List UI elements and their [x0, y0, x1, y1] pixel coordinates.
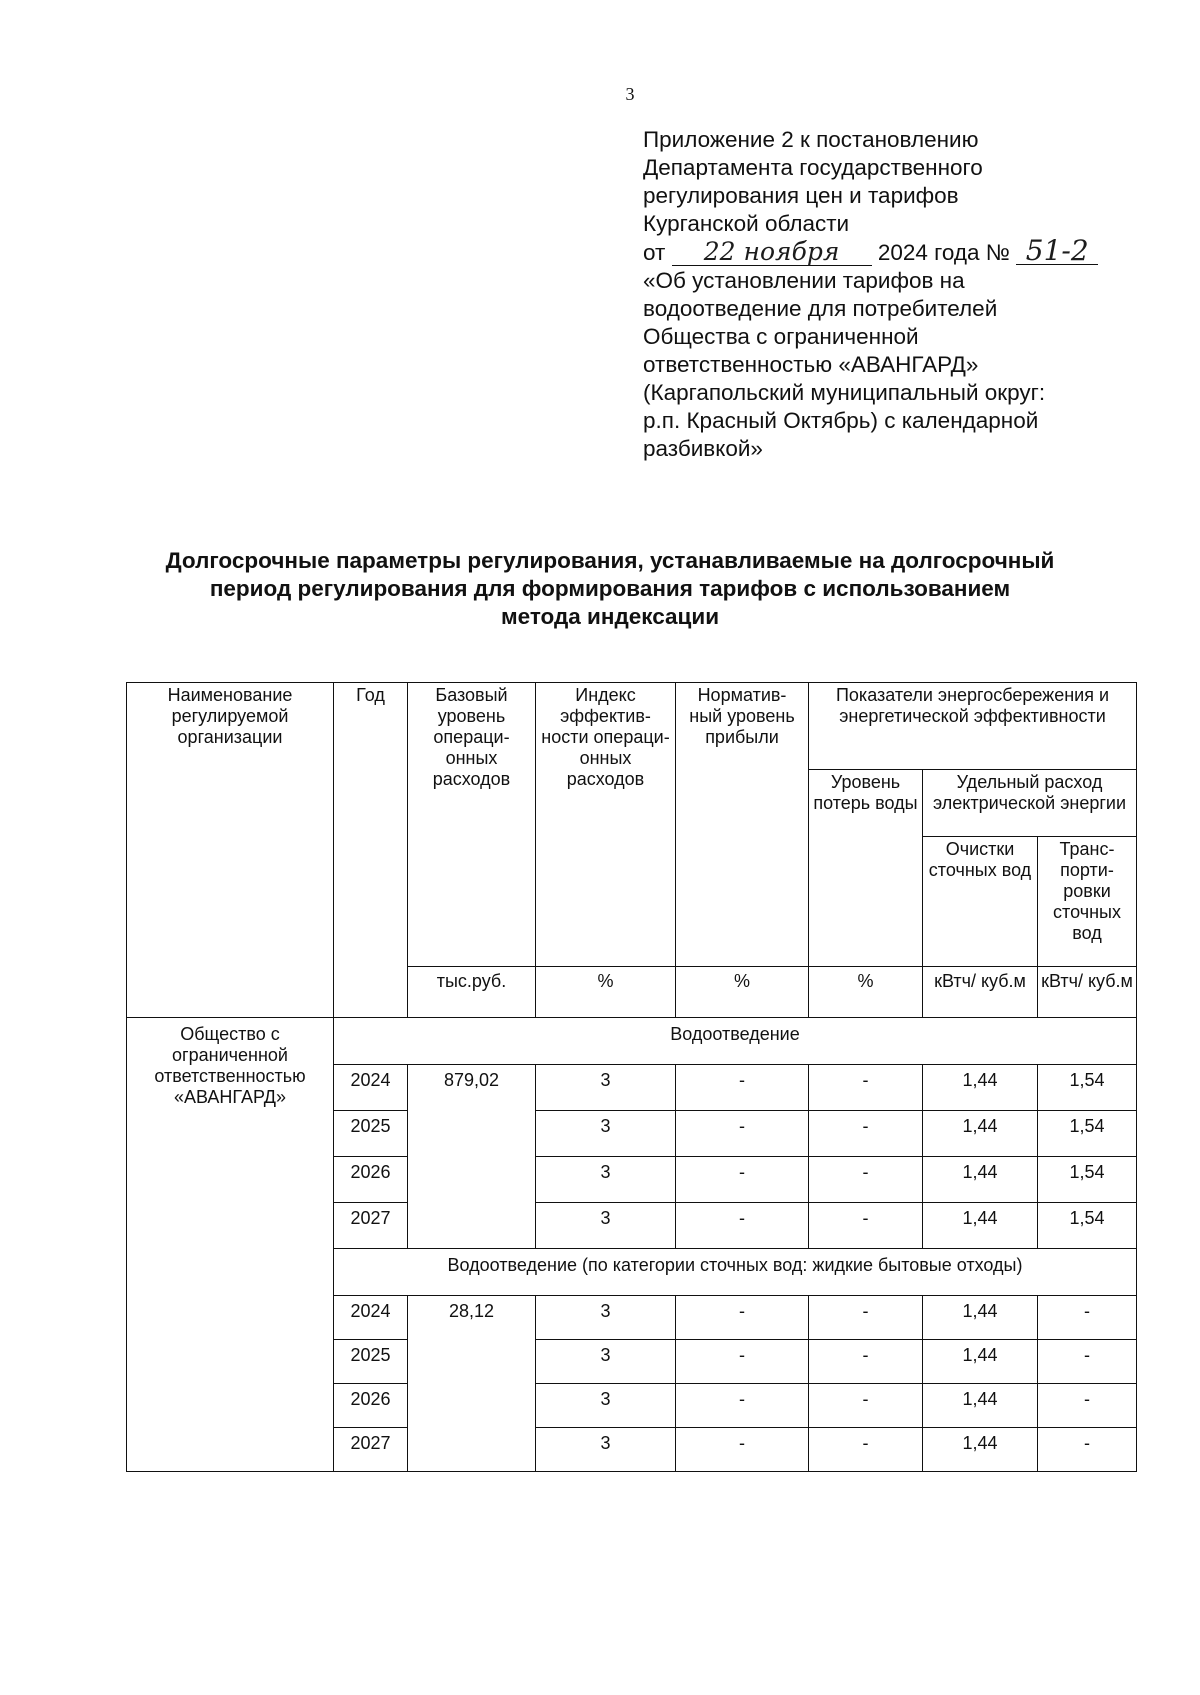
header-loss: Уровень потерь воды: [809, 770, 923, 967]
appendix-line: р.п. Красный Октябрь) с календарной: [643, 408, 1039, 433]
header-specific: Удельный расход электрической энергии: [923, 770, 1137, 837]
organization-cell-continued: [127, 1249, 334, 1472]
appendix-line: Курганской области: [643, 211, 850, 236]
year-cell: 2024: [334, 1296, 408, 1340]
year-cell: 2027: [334, 1203, 408, 1249]
loss-cell: -: [809, 1065, 923, 1111]
index-cell: 3: [536, 1384, 676, 1428]
header-row: [127, 683, 1137, 770]
loss-cell: -: [809, 1157, 923, 1203]
index-cell: 3: [536, 1340, 676, 1384]
loss-cell: -: [809, 1340, 923, 1384]
index-cell: 3: [536, 1157, 676, 1203]
cleaning-cell: 1,44: [923, 1340, 1038, 1384]
header-index: Индекс эффектив- ности операци- онных расходов: [536, 683, 676, 967]
cleaning-cell: 1,44: [923, 1157, 1038, 1203]
handwritten-date: 22 ноября: [672, 239, 872, 266]
date-prefix: от: [643, 240, 666, 265]
title-line: период регулирования для формирования тарифов с использованием: [209, 576, 1011, 601]
profit-cell: -: [676, 1340, 809, 1384]
section-row: [127, 1249, 1137, 1296]
table-body: [127, 683, 1137, 1472]
header-org: Наименование регулируемой организации: [127, 683, 334, 1018]
document-title: [120, 547, 1100, 631]
loss-cell: -: [809, 1203, 923, 1249]
transport-cell: -: [1038, 1340, 1137, 1384]
cleaning-cell: 1,44: [923, 1384, 1038, 1428]
parameters-table: [126, 682, 1137, 1472]
appendix-line: Общества с ограниченной: [643, 324, 919, 349]
transport-cell: 1,54: [1038, 1065, 1137, 1111]
appendix-line: (Каргапольский муниципальный округ:: [643, 380, 1046, 405]
page-number: 3: [625, 84, 635, 104]
unit-cleaning: кВтч/ куб.м: [923, 967, 1038, 1018]
transport-cell: 1,54: [1038, 1203, 1137, 1249]
year-cell: 2025: [334, 1111, 408, 1157]
base-cost-cell: 879,02: [408, 1065, 536, 1249]
loss-cell: -: [809, 1384, 923, 1428]
section-title: Водоотведение (по категории сточных вод: жидкие бытовые отходы): [334, 1249, 1137, 1296]
unit-loss: %: [809, 967, 923, 1018]
cleaning-cell: 1,44: [923, 1065, 1038, 1111]
appendix-line: ответственностью «АВАНГАРД»: [643, 352, 979, 377]
cleaning-cell: 1,44: [923, 1203, 1038, 1249]
title-line: Долгосрочные параметры регулирования, устанавливаемые на долгосрочный: [165, 548, 1055, 573]
transport-cell: -: [1038, 1428, 1137, 1472]
year-cell: 2026: [334, 1384, 408, 1428]
transport-cell: -: [1038, 1384, 1137, 1428]
transport-cell: -: [1038, 1296, 1137, 1340]
handwritten-number: 51-2: [1016, 238, 1098, 265]
title-line: метода индексации: [500, 604, 720, 629]
appendix-line: разбивкой»: [643, 436, 763, 461]
year-cell: 2025: [334, 1340, 408, 1384]
profit-cell: -: [676, 1384, 809, 1428]
loss-cell: -: [809, 1296, 923, 1340]
header-profit: Норматив- ный уровень прибыли: [676, 683, 809, 967]
transport-cell: 1,54: [1038, 1111, 1137, 1157]
header-energy: Показатели энергосбережения и энергетической эффективности: [809, 683, 1137, 770]
appendix-line: Приложение 2 к постановлению: [643, 127, 979, 152]
cleaning-cell: 1,44: [923, 1111, 1038, 1157]
profit-cell: -: [676, 1428, 809, 1472]
appendix-line: водоотведение для потребителей: [643, 296, 998, 321]
year-cell: 2024: [334, 1065, 408, 1111]
cleaning-cell: 1,44: [923, 1296, 1038, 1340]
index-cell: 3: [536, 1111, 676, 1157]
unit-index: %: [536, 967, 676, 1018]
parameters-table-wrap: [126, 682, 1136, 1472]
appendix-line: «Об установлении тарифов на: [643, 268, 965, 293]
profit-cell: -: [676, 1157, 809, 1203]
unit-profit: %: [676, 967, 809, 1018]
index-cell: 3: [536, 1296, 676, 1340]
appendix-header: [643, 126, 1143, 463]
header-cleaning: Очистки сточных вод: [923, 837, 1038, 967]
appendix-line: Департамента государственного: [643, 155, 983, 180]
header-base: Базовый уровень операци- онных расходов: [408, 683, 536, 967]
year-cell: 2026: [334, 1157, 408, 1203]
base-cost-cell: 28,12: [408, 1296, 536, 1472]
year-text: 2024 года №: [877, 240, 1010, 265]
appendix-date-line: [643, 234, 1143, 267]
loss-cell: -: [809, 1428, 923, 1472]
loss-cell: -: [809, 1111, 923, 1157]
index-cell: 3: [536, 1065, 676, 1111]
unit-transport: кВтч/ куб.м: [1038, 967, 1137, 1018]
index-cell: 3: [536, 1428, 676, 1472]
organization-name: Общество с ограниченной ответственностью «АВАНГАРД»: [127, 1018, 334, 1249]
transport-cell: 1,54: [1038, 1157, 1137, 1203]
profit-cell: -: [676, 1203, 809, 1249]
header-year: Год: [334, 683, 408, 1018]
section-row: [127, 1018, 1137, 1065]
cleaning-cell: 1,44: [923, 1428, 1038, 1472]
unit-base: тыс.руб.: [408, 967, 536, 1018]
appendix-line: регулирования цен и тарифов: [643, 183, 959, 208]
profit-cell: -: [676, 1296, 809, 1340]
section-title: Водоотведение: [334, 1018, 1137, 1065]
profit-cell: -: [676, 1065, 809, 1111]
year-cell: 2027: [334, 1428, 408, 1472]
header-transport: Транс- порти- ровки сточных вод: [1038, 837, 1137, 967]
index-cell: 3: [536, 1203, 676, 1249]
profit-cell: -: [676, 1111, 809, 1157]
